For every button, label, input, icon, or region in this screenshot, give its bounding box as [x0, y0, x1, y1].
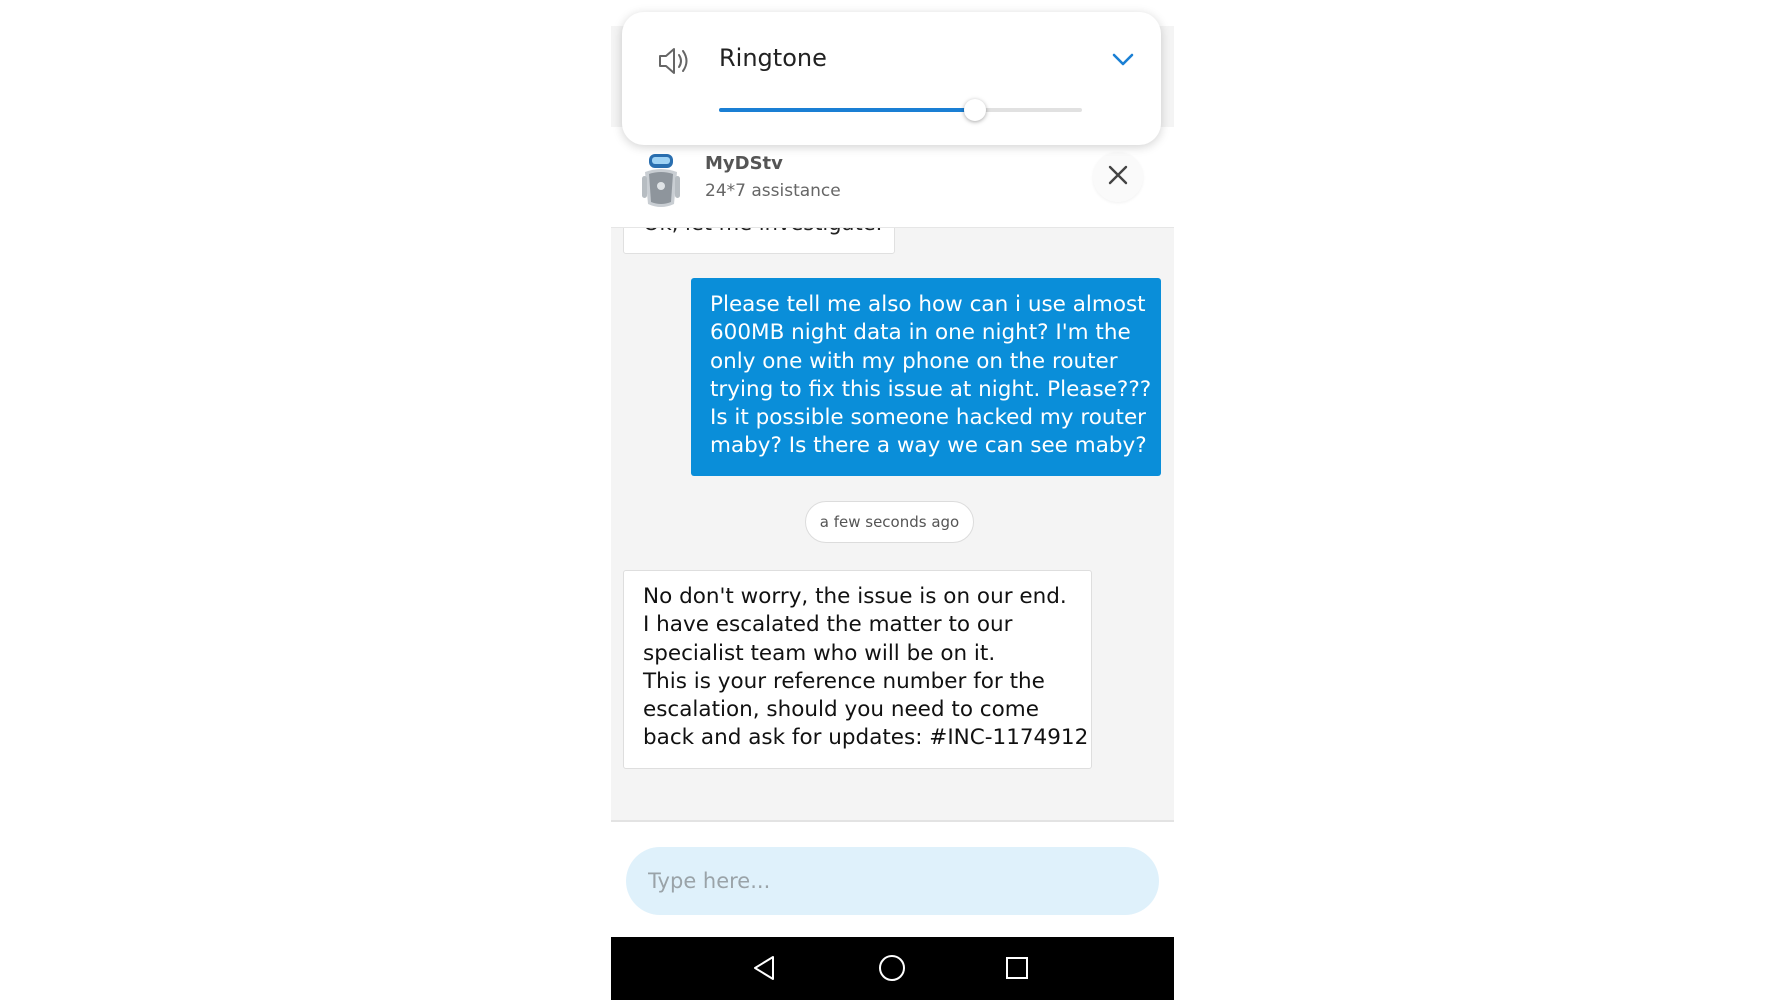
message-line: escalation, should you need to come	[643, 697, 1039, 723]
volume-stream-label: Ringtone	[719, 44, 827, 72]
volume-slider[interactable]	[719, 108, 1082, 112]
back-triangle-icon[interactable]	[747, 951, 781, 985]
message-line: Is it possible someone hacked my router	[710, 405, 1147, 431]
message-input[interactable]	[626, 847, 1159, 915]
volume-slider-fill	[719, 108, 975, 112]
message-line: 600MB night data in one night? I'm the	[710, 320, 1131, 346]
message-line: specialist team who will be on it.	[643, 640, 996, 666]
agent-status: 24*7 assistance	[705, 181, 841, 201]
message-line: only one with my phone on the router	[710, 348, 1118, 374]
composer	[611, 822, 1174, 937]
message-line: trying to fix this issue at night. Please???	[710, 376, 1152, 402]
message-line: maby? Is there a way we can see maby?	[710, 433, 1147, 459]
chevron-down-icon[interactable]	[1112, 52, 1134, 68]
message-line: back and ask for updates: #INC-1174912	[643, 725, 1089, 751]
message-line: This is your reference number for the	[643, 668, 1045, 694]
volume-panel	[622, 12, 1161, 145]
navigation-bar	[611, 937, 1174, 1000]
close-icon	[1108, 165, 1128, 189]
message-line: No don't worry, the issue is on our end.	[643, 584, 1067, 609]
volume-slider-thumb[interactable]	[964, 99, 986, 121]
phone-screen	[611, 0, 1174, 1000]
agent-name: MyDStv	[705, 153, 783, 174]
home-circle-icon[interactable]	[875, 951, 909, 985]
message-outgoing	[691, 278, 1161, 476]
speaker-icon[interactable]	[656, 43, 692, 79]
message-incoming	[623, 570, 1092, 769]
close-chat-button[interactable]	[1093, 152, 1143, 202]
message-line: Please tell me also how can i use almost	[710, 292, 1146, 317]
robot-avatar	[640, 152, 682, 210]
message-line: I have escalated the matter to our	[643, 612, 1013, 638]
message-timestamp: a few seconds ago	[805, 501, 974, 543]
recents-square-icon[interactable]	[1000, 951, 1034, 985]
